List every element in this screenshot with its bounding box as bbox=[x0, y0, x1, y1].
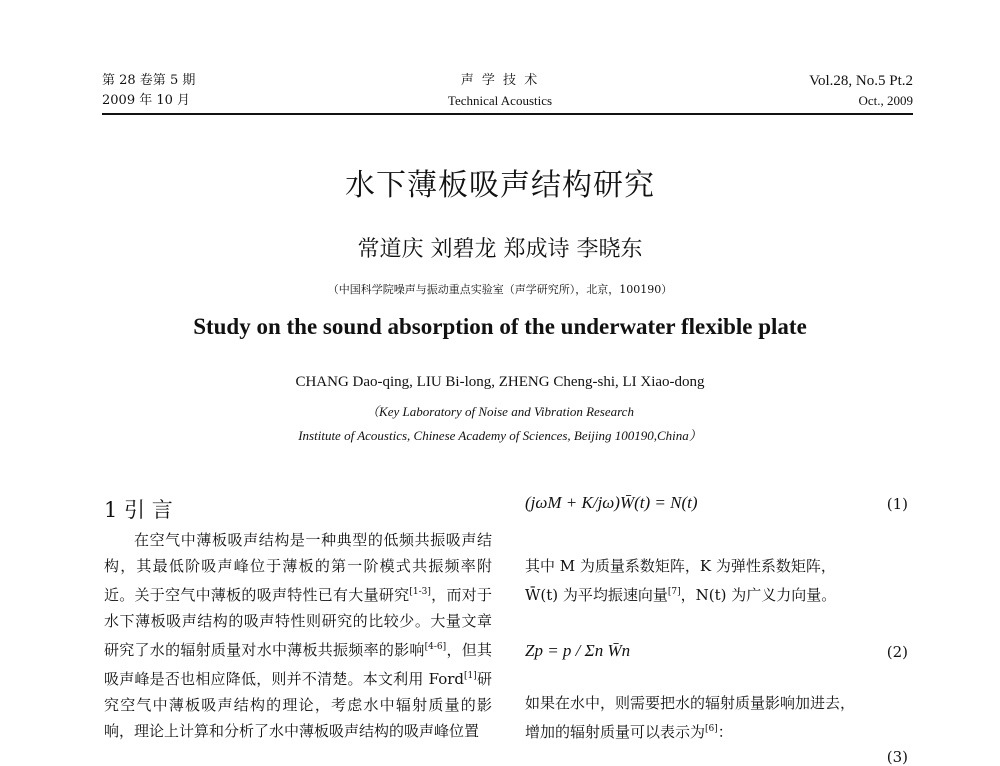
intro-paragraph bbox=[104, 527, 492, 744]
radiation-text: 增加的辐射质量可以表示为 bbox=[525, 723, 706, 741]
equation-1-number: (1) bbox=[886, 495, 908, 513]
equation-2-number: (2) bbox=[886, 643, 908, 661]
title-cn: 水下薄板吸声结构研究 bbox=[345, 168, 655, 203]
intro-text-4: 研究空气中薄板吸声结构的理论，考虑水中辐射质量的影响，理论上计算和分析了水中薄板吸声结构的吸声峰位置 bbox=[104, 670, 492, 740]
radiation-text: ： bbox=[717, 723, 733, 741]
volume-issue-en: Vol.28, No.5 Pt.2 bbox=[809, 73, 913, 89]
citation: [7] bbox=[667, 587, 681, 597]
citation: [6] bbox=[705, 724, 718, 734]
equation-2: Zp = p / Σn W̄n bbox=[525, 641, 631, 660]
affiliation-cn: （中国科学院噪声与振动重点实验室（声学研究所），北京，100190） bbox=[327, 283, 673, 296]
authors-cn: 常道庆 刘碧龙 郑成诗 李晓东 bbox=[357, 237, 643, 262]
citation: [1-3] bbox=[409, 587, 431, 597]
explanation-text: ，N(t) 为广义力向量。 bbox=[680, 586, 837, 604]
affiliation-en-line2: Institute of Acoustics, Chinese Academy of Sciences, Beijing 100190,China） bbox=[298, 428, 702, 443]
intro-text-1: 在空气中薄板吸声结构是一种典型的低频共振吸声结构，其最低阶吸声峰位于薄板的第一阶模式共振频率附近。关于空气中薄板的吸声特性已有大量研究 bbox=[104, 531, 492, 604]
equation-1-explanation bbox=[525, 553, 913, 608]
intro-text-3: ，但其吸声峰是否也相应降低，则并不清楚。本文利用 Ford bbox=[104, 641, 492, 688]
radiation-line-2 bbox=[525, 716, 913, 745]
explanation-text: W̄(t) 为平均振速向量 bbox=[525, 586, 668, 604]
intro-text-2: ，而对于水下薄板吸声结构的吸声特性则研究的比较少。大量文章研究了水的辐射质量对水中薄板共振频率的影响 bbox=[104, 586, 492, 659]
equation-3-number: (3) bbox=[886, 748, 908, 766]
volume-issue-cn: 第 28 卷第 5 期 bbox=[102, 73, 196, 88]
date-en: Oct., 2009 bbox=[858, 93, 913, 108]
citation: [4-6] bbox=[424, 642, 447, 652]
journal-name-en: Technical Acoustics bbox=[447, 93, 553, 108]
section-heading: 1 引 言 bbox=[104, 498, 173, 522]
title-en: Study on the sound absorption of the underwater flexible plate bbox=[193, 314, 807, 339]
citation: [1] bbox=[464, 671, 477, 681]
explanation-line-1: 其中 M 为质量系数矩阵，K 为弹性系数矩阵， bbox=[525, 557, 836, 575]
radiation-line-1: 如果在水中，则需要把水的辐射质量影响加进去， bbox=[525, 694, 856, 712]
date-cn: 2009 年 10 月 bbox=[102, 93, 191, 108]
header-rule bbox=[102, 113, 913, 115]
affiliation-en-line1: （Key Laboratory of Noise and Vibration Research bbox=[366, 404, 634, 419]
radiation-mass-text bbox=[525, 690, 913, 745]
journal-name-cn: 声 学 技 术 bbox=[460, 73, 540, 88]
authors-en: CHANG Dao-qing, LIU Bi-long, ZHENG Cheng-shi, LI Xiao-dong bbox=[295, 374, 705, 390]
explanation-line-2 bbox=[525, 579, 913, 608]
equation-1: (jωM + K/jω)W̄(t) = N(t) bbox=[525, 493, 698, 512]
